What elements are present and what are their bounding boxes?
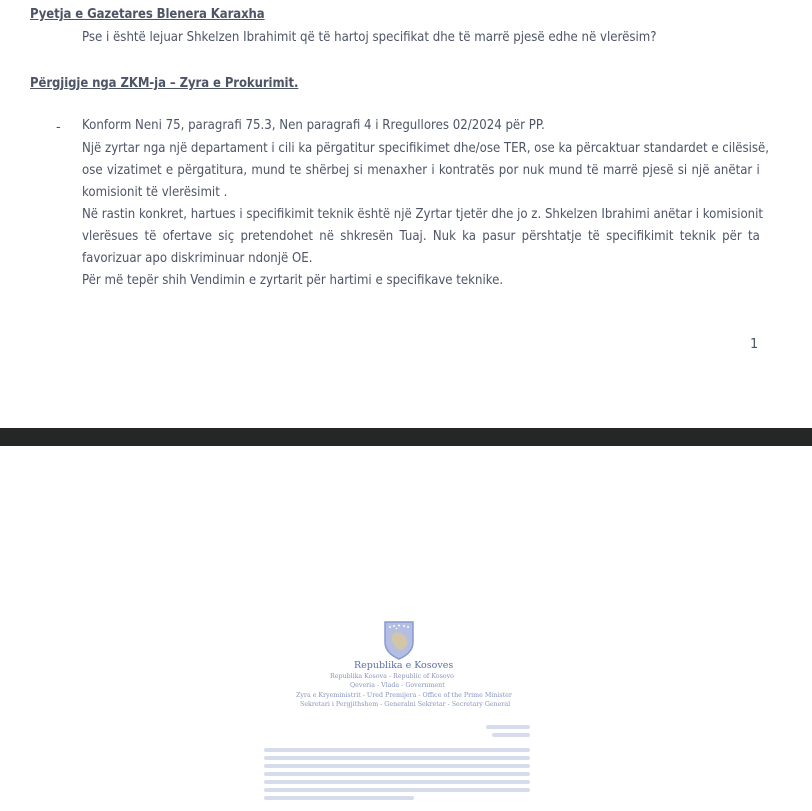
answer-line-6 xyxy=(82,229,760,244)
answer-line-3-text: ose vizatimet e përgatitura, mund te shërbej si menaxher i kontratës por nuk mund të marrë pjesë si një anëtar i xyxy=(82,163,760,178)
answer-line-1: Konform Neni 75, paragrafi 75.3, Nen paragrafi 4 i Rregullores 02/2024 për PP. xyxy=(82,118,545,133)
answer-line-6-text: vlerësues të ofertave siç pretendohet në shkresën Tuaj. Nuk ka pasur përshtatje të specifikimit teknik për ta xyxy=(82,229,760,244)
blurred-date-line xyxy=(486,725,530,729)
letterhead-line-2: Qeveria - Vlada - Government xyxy=(350,682,445,689)
blurred-text-line xyxy=(264,764,530,768)
blurred-ref-line xyxy=(492,733,530,737)
answer-line-4: komisionit të vlerësimit . xyxy=(82,185,228,200)
blurred-text-line xyxy=(264,748,530,752)
answer-line-3 xyxy=(82,163,760,178)
bullet-marker: - xyxy=(56,120,61,135)
page-divider xyxy=(0,428,812,446)
answer-line-7: favorizuar apo diskriminuar ndonjë OE. xyxy=(82,251,313,266)
document-page-2 xyxy=(0,446,812,811)
blurred-text-line xyxy=(264,788,530,792)
blurred-text-line xyxy=(264,796,414,800)
answer-heading: Përgjigje nga ZKM-ja – Zyra e Prokurimit. xyxy=(30,75,299,91)
letterhead-republic: Republika e Kosoves xyxy=(354,660,454,671)
answer-line-5 xyxy=(82,207,763,222)
question-heading: Pyetja e Gazetares Blenera Karaxha xyxy=(30,6,265,22)
kosovo-emblem-icon xyxy=(382,620,416,660)
page-number: 1 xyxy=(750,337,759,352)
question-text: Pse i është lejuar Shkelzen Ibrahimit që të hartoj specifikat dhe të marrë pjesë edhe në vlerësim? xyxy=(82,30,657,45)
blurred-text-line xyxy=(264,772,530,776)
answer-line-5-text: Në rastin konkret, hartues i specifikimit teknik është një Zyrtar tjetër dhe jo z. Shkelzen Ibrahimi anëtar i komisionit xyxy=(82,207,763,222)
answer-line-8: Për më tepër shih Vendimin e zyrtarit për hartimi e specifikave teknike. xyxy=(82,273,504,288)
blurred-text-line xyxy=(264,756,530,760)
letterhead-line-3: Zyra e Kryeministrit - Ured Premijera - Office of the Prime Minister xyxy=(296,692,512,699)
letterhead-line-4: Sekretari i Pergjithshem - Generalni Sekretar - Secretary General xyxy=(300,701,511,708)
letterhead-line-1: Republika Kosova - Republic of Kosovo xyxy=(330,673,454,680)
answer-line-2-text: Një zyrtar nga një departament i cili ka përgatitur specifikimet dhe/ose TER, ose ka përcaktuar standardet e cilësisë, xyxy=(82,141,770,156)
blurred-text-line xyxy=(264,780,530,784)
answer-line-2 xyxy=(82,141,770,156)
